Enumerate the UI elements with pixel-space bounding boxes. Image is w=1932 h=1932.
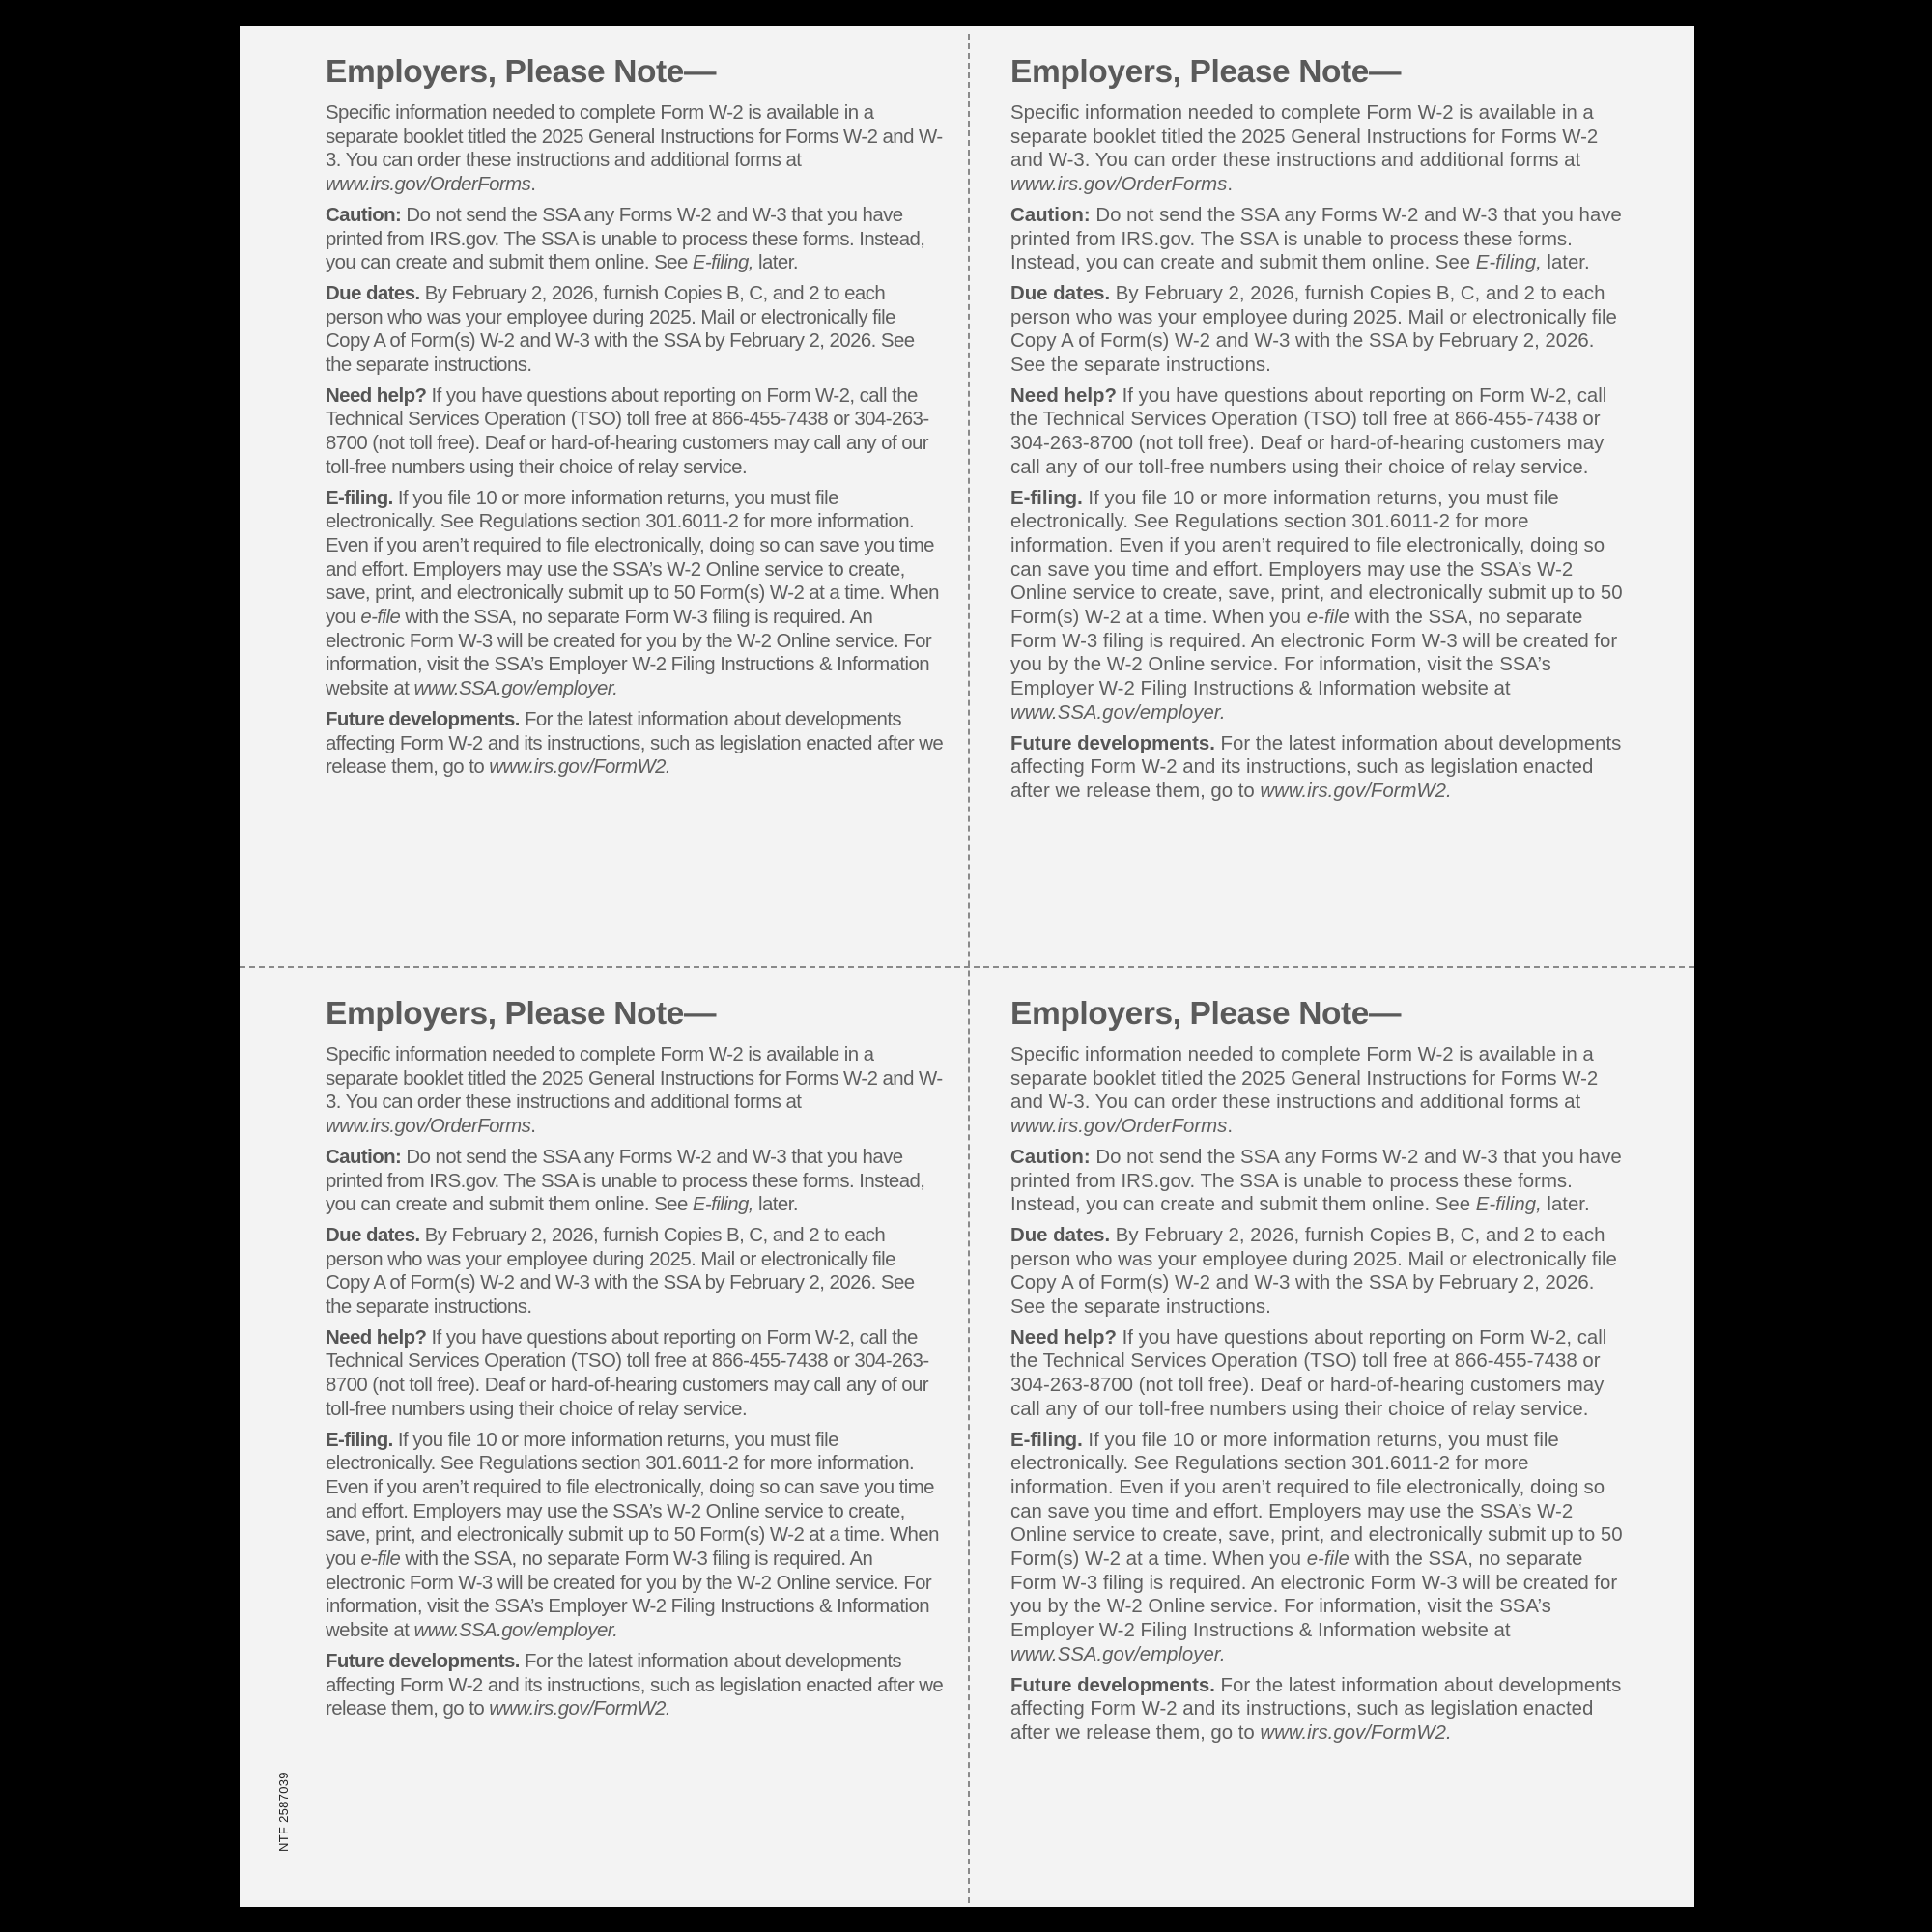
future-developments-label: Future developments. xyxy=(1010,1674,1215,1696)
future-developments-label: Future developments. xyxy=(1010,732,1215,754)
e-filing-label: E-filing. xyxy=(326,1429,393,1451)
intro-paragraph: Specific information needed to complete Form W-2 is available in a separate booklet titled the 2025 General Instructions for Forms W-2 and W-3. You can order these instructions and additional forms at www.irs.gov/OrderForms. xyxy=(1010,102,1599,196)
need-help-label: Need help? xyxy=(326,384,427,407)
form-w2-link: www.irs.gov/FormW2. xyxy=(489,1698,671,1720)
caution-label: Caution: xyxy=(1010,1146,1091,1168)
form-page xyxy=(240,26,1694,1907)
order-forms-link: www.irs.gov/OrderForms xyxy=(326,1116,531,1138)
vertical-cut-line xyxy=(968,34,970,1903)
order-forms-link: www.irs.gov/OrderForms xyxy=(326,174,531,196)
intro-paragraph: Specific information needed to complete Form W-2 is available in a separate booklet titled the 2025 General Instructions for Forms W-2 and W-3. You can order these instructions and additional forms at www.irs.gov/OrderForms. xyxy=(1010,1044,1599,1138)
future-developments-paragraph: Future developments. For the latest information about developments affecting Form W-2 and its instructions, such as legislation enacted after we release them, go to www.irs.gov/FormW2. xyxy=(326,1650,944,1720)
due-dates-paragraph: Due dates. By February 2, 2026, furnish Copies B, C, and 2 to each person who was your employee during 2025. Mail or electronically file Copy A of Form(s) W-2 and W-3 with the SSA by February 2, 2026. See the separate instructions. xyxy=(1010,1224,1617,1319)
need-help-label: Need help? xyxy=(1010,1326,1117,1349)
form-w2-link: www.irs.gov/FormW2. xyxy=(1260,780,1452,802)
caution-label: Caution: xyxy=(1010,204,1091,226)
form-w2-link: www.irs.gov/FormW2. xyxy=(1260,1721,1452,1744)
future-developments-paragraph: Future developments. For the latest information about developments affecting Form W-2 and its instructions, such as legislation enacted after we release them, go to www.irs.gov/FormW2. xyxy=(326,708,944,779)
need-help-paragraph: Need help? If you have questions about reporting on Form W-2, call the Technical Services Operation (TSO) toll free at 866-455-7438 or 304-263-8700 (not toll free). Deaf or hard-of-hearing customers may call any of our toll-free numbers using their choice of relay service. xyxy=(326,1326,929,1420)
due-dates-label: Due dates. xyxy=(1010,1224,1111,1246)
e-filing-paragraph: E-filing. If you file 10 or more information returns, you must file electronically. See Regulations section 301.6011-2 for more information. Even if you aren’t required to file electronically, doing so can save you time and effort. Employers may use the SSA’s W-2 Online service to create, save, print, and electronically submit up to 50 Form(s) W-2 at a time. When you e-file with the SSA, no separate Form W-3 filing is required. An electronic Form W-3 will be created for you by the W-2 Online service. For information, visit the SSA’s Employer W-2 Filing Instructions & Information website at www.SSA.gov/employer. xyxy=(1010,1429,1623,1665)
ssa-employer-link: www.SSA.gov/employer. xyxy=(1010,701,1226,724)
due-dates-paragraph: Due dates. By February 2, 2026, furnish Copies B, C, and 2 to each person who was your employee during 2025. Mail or electronically file Copy A of Form(s) W-2 and W-3 with the SSA by February 2, 2026. See the separate instructions. xyxy=(1010,282,1617,377)
order-forms-link: www.irs.gov/OrderForms xyxy=(1010,174,1228,196)
e-filing-paragraph: E-filing. If you file 10 or more information returns, you must file electronically. See Regulations section 301.6011-2 for more information. Even if you aren’t required to file electronically, doing so can save you time and effort. Employers may use the SSA’s W-2 Online service to create, save, print, and electronically submit up to 50 Form(s) W-2 at a time. When you e-file with the SSA, no separate Form W-3 filing is required. An electronic Form W-3 will be created for you by the W-2 Online service. For information, visit the SSA’s Employer W-2 Filing Instructions & Information website at www.SSA.gov/employer. xyxy=(326,1429,939,1642)
future-developments-label: Future developments. xyxy=(326,708,520,730)
caution-label: Caution: xyxy=(326,204,402,226)
due-dates-label: Due dates. xyxy=(1010,282,1111,304)
e-filing-paragraph: E-filing. If you file 10 or more information returns, you must file electronically. See Regulations section 301.6011-2 for more information. Even if you aren’t required to file electronically, doing so can save you time and effort. Employers may use the SSA’s W-2 Online service to create, save, print, and electronically submit up to 50 Form(s) W-2 at a time. When you e-file with the SSA, no separate Form W-3 filing is required. An electronic Form W-3 will be created for you by the W-2 Online service. For information, visit the SSA’s Employer W-2 Filing Instructions & Information website at www.SSA.gov/employer. xyxy=(1010,487,1623,724)
form-code-label: NTF 2587039 xyxy=(276,1772,291,1852)
form-w2-link: www.irs.gov/FormW2. xyxy=(489,756,671,779)
due-dates-paragraph: Due dates. By February 2, 2026, furnish Copies B, C, and 2 to each person who was your employee during 2025. Mail or electronically file Copy A of Form(s) W-2 and W-3 with the SSA by February 2, 2026. See the separate instructions. xyxy=(326,282,915,377)
note-title: Employers, Please Note— xyxy=(326,54,717,90)
horizontal-cut-line xyxy=(240,966,1694,968)
e-filing-paragraph: E-filing. If you file 10 or more information returns, you must file electronically. See Regulations section 301.6011-2 for more information. Even if you aren’t required to file electronically, doing so can save you time and effort. Employers may use the SSA’s W-2 Online service to create, save, print, and electronically submit up to 50 Form(s) W-2 at a time. When you e-file with the SSA, no separate Form W-3 filing is required. An electronic Form W-3 will be created for you by the W-2 Online service. For information, visit the SSA’s Employer W-2 Filing Instructions & Information website at www.SSA.gov/employer. xyxy=(326,487,939,700)
ssa-employer-link: www.SSA.gov/employer. xyxy=(1010,1643,1226,1665)
caution-paragraph: Caution: Do not send the SSA any Forms W-2 and W-3 that you have printed from IRS.gov. The SSA is unable to process these forms. Instead, you can create and submit them online. See E-filing, later. xyxy=(1010,204,1622,274)
future-developments-paragraph: Future developments. For the latest information about developments affecting Form W-2 and its instructions, such as legislation enacted after we release them, go to www.irs.gov/FormW2. xyxy=(1010,1674,1622,1744)
note-title: Employers, Please Note— xyxy=(326,996,717,1032)
need-help-label: Need help? xyxy=(1010,384,1117,407)
e-filing-label: E-filing. xyxy=(1010,487,1083,509)
caution-paragraph: Caution: Do not send the SSA any Forms W-2 and W-3 that you have printed from IRS.gov. The SSA is unable to process these forms. Instead, you can create and submit them online. See E-filing, later. xyxy=(326,1146,925,1216)
intro-paragraph: Specific information needed to complete Form W-2 is available in a separate booklet titled the 2025 General Instructions for Forms W-2 and W-3. You can order these instructions and additional forms at www.irs.gov/OrderForms. xyxy=(326,102,943,196)
e-filing-label: E-filing. xyxy=(1010,1429,1083,1451)
need-help-paragraph: Need help? If you have questions about reporting on Form W-2, call the Technical Services Operation (TSO) toll free at 866-455-7438 or 304-263-8700 (not toll free). Deaf or hard-of-hearing customers may call any of our toll-free numbers using their choice of relay service. xyxy=(1010,384,1607,478)
due-dates-paragraph: Due dates. By February 2, 2026, furnish Copies B, C, and 2 to each person who was your employee during 2025. Mail or electronically file Copy A of Form(s) W-2 and W-3 with the SSA by February 2, 2026. See the separate instructions. xyxy=(326,1224,915,1319)
caution-paragraph: Caution: Do not send the SSA any Forms W-2 and W-3 that you have printed from IRS.gov. The SSA is unable to process these forms. Instead, you can create and submit them online. See E-filing, later. xyxy=(1010,1146,1622,1216)
future-developments-label: Future developments. xyxy=(326,1650,520,1672)
caution-paragraph: Caution: Do not send the SSA any Forms W-2 and W-3 that you have printed from IRS.gov. The SSA is unable to process these forms. Instead, you can create and submit them online. See E-filing, later. xyxy=(326,204,925,274)
order-forms-link: www.irs.gov/OrderForms xyxy=(1010,1116,1228,1138)
due-dates-label: Due dates. xyxy=(326,1224,420,1246)
need-help-label: Need help? xyxy=(326,1326,427,1349)
note-title: Employers, Please Note— xyxy=(1010,996,1402,1032)
employer-note-bottom-left xyxy=(326,995,944,1728)
future-developments-paragraph: Future developments. For the latest information about developments affecting Form W-2 and its instructions, such as legislation enacted after we release them, go to www.irs.gov/FormW2. xyxy=(1010,732,1622,802)
ssa-employer-link: www.SSA.gov/employer. xyxy=(413,1620,618,1642)
caution-label: Caution: xyxy=(326,1146,402,1168)
need-help-paragraph: Need help? If you have questions about reporting on Form W-2, call the Technical Services Operation (TSO) toll free at 866-455-7438 or 304-263-8700 (not toll free). Deaf or hard-of-hearing customers may call any of our toll-free numbers using their choice of relay service. xyxy=(1010,1326,1607,1420)
e-filing-label: E-filing. xyxy=(326,487,393,509)
due-dates-label: Due dates. xyxy=(326,282,420,304)
ssa-employer-link: www.SSA.gov/employer. xyxy=(413,678,618,700)
intro-paragraph: Specific information needed to complete Form W-2 is available in a separate booklet titled the 2025 General Instructions for Forms W-2 and W-3. You can order these instructions and additional forms at www.irs.gov/OrderForms. xyxy=(326,1044,943,1138)
need-help-paragraph: Need help? If you have questions about reporting on Form W-2, call the Technical Services Operation (TSO) toll free at 866-455-7438 or 304-263-8700 (not toll free). Deaf or hard-of-hearing customers may call any of our toll-free numbers using their choice of relay service. xyxy=(326,384,929,478)
note-title: Employers, Please Note— xyxy=(1010,54,1402,90)
employer-note-top-left xyxy=(326,53,944,786)
employer-note-bottom-right xyxy=(1010,995,1629,1752)
employer-note-top-right xyxy=(1010,53,1629,810)
